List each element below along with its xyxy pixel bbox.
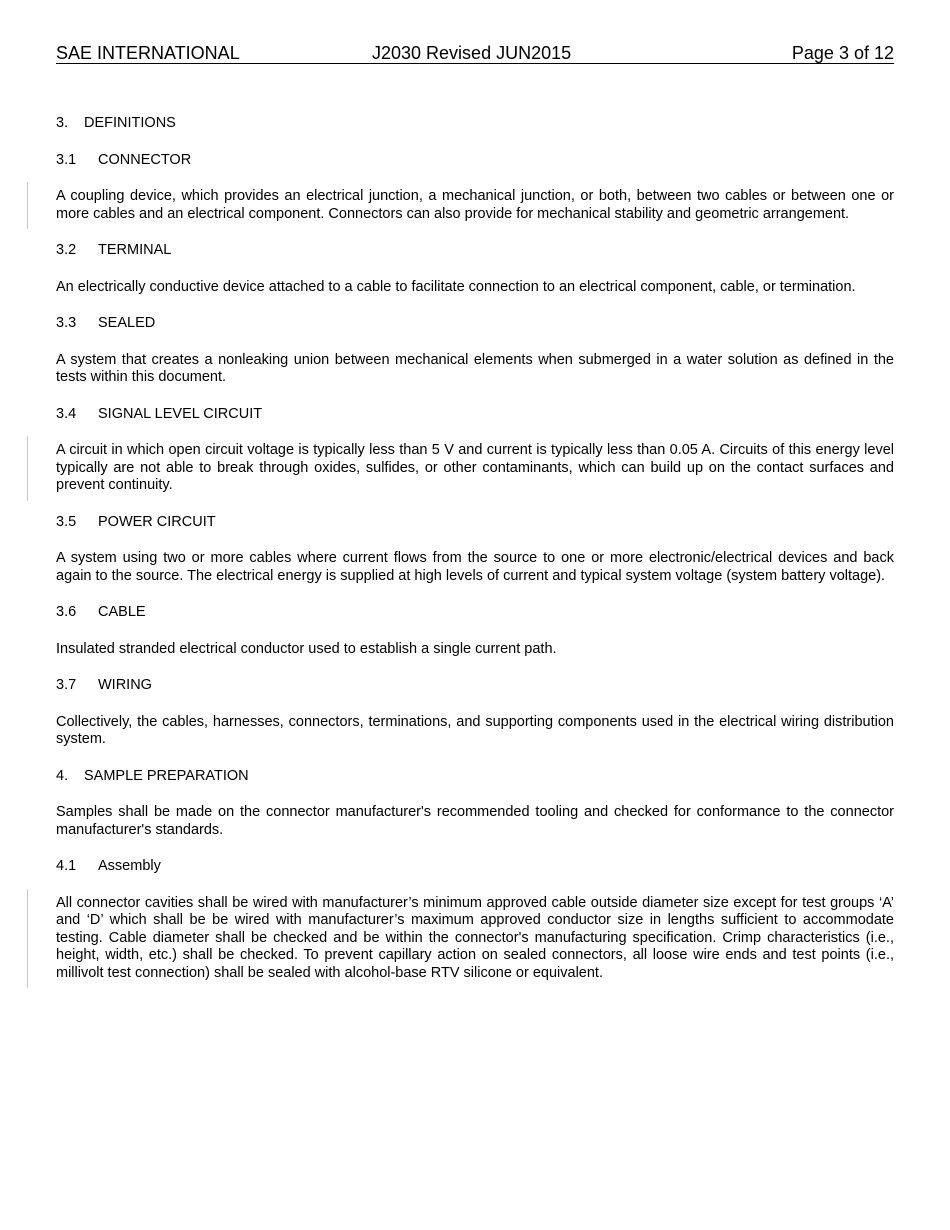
sample-preparation-text: Samples shall be made on the connector manufacturer's recommended tooling and checked for conformance to the connector manufacturer's standards. (56, 804, 894, 838)
section-heading-3-1 (56, 152, 894, 170)
section-title: SEALED (98, 315, 156, 331)
definition-sealed: A system that creates a nonleaking union between mechanical elements when submerged in a water solution as defined in the tests within this document. (56, 351, 894, 385)
section-number: 3. (56, 115, 69, 131)
section-number: 3.2 (56, 242, 77, 258)
section-heading-3 (56, 115, 894, 133)
section-number: 3.1 (56, 151, 77, 168)
section-number: 3.6 (56, 604, 77, 620)
section-number: 3.4 (56, 405, 77, 422)
header-document-id: J2030 Revised JUN2015 (372, 43, 572, 63)
section-number: 3.7 (56, 677, 77, 693)
section-title: POWER CIRCUIT (98, 513, 216, 530)
header-org: SAE INTERNATIONAL (56, 43, 240, 63)
section-title: SAMPLE PREPARATION (84, 767, 249, 784)
section-number: 3.3 (56, 315, 77, 331)
section-heading-3-7 (56, 677, 894, 695)
section-title: TERMINAL (98, 242, 172, 258)
section-number: 4.1 (56, 858, 77, 874)
definition-cable: Insulated stranded electrical conductor used to establish a single current path. (56, 640, 557, 657)
section-heading-4-1 (56, 858, 894, 876)
definition-signal-level-circuit: A circuit in which open circuit voltage is typically less than 5 V and current is typically less than 0.05 A. Circuits of this energy level typically are not able to break through oxides, sulfides, or other contaminants, which can build up on the contact surfaces and prevent continuity. (56, 442, 894, 493)
page-header (56, 43, 894, 64)
section-title: CONNECTOR (98, 151, 192, 168)
assembly-text: All connector cavities shall be wired with manufacturer’s minimum approved cable outside diameter size except for test groups ‘A’ and ‘D’ which shall be be wired with manufacturer’s maximum approved conductor size in lengths sufficient to accommodate testing. Cable diameter shall be checked and be within the connector's manufacturing specification. Crimp characteristics (i.e., height, width, etc.) shall be checked. To prevent capillary action on sealed connectors, all loose wire ends and test points (i.e., millivolt test connection) shall be sealed with alcohol-base RTV silicone or equivalent. (56, 894, 894, 981)
section-heading-3-5 (56, 514, 894, 532)
section-title: DEFINITIONS (84, 115, 176, 131)
section-number: 4. (56, 767, 69, 784)
section-heading-3-2 (56, 242, 894, 260)
definition-wiring: Collectively, the cables, harnesses, connectors, terminations, and supporting components used in the electrical wiring distribution system. (56, 713, 894, 747)
section-heading-4 (56, 768, 894, 786)
section-title: Assembly (98, 858, 161, 874)
section-title: SIGNAL LEVEL CIRCUIT (98, 405, 263, 422)
header-page-number: Page 3 of 12 (791, 43, 894, 63)
document-body (56, 115, 894, 1001)
section-title: WIRING (98, 677, 152, 693)
section-heading-3-4 (56, 406, 894, 424)
section-title: CABLE (98, 604, 146, 620)
section-heading-3-6 (56, 604, 894, 622)
definition-terminal: An electrically conductive device attached to a cable to facilitate connection to an electrical component, cable, or termination. (56, 278, 856, 295)
section-heading-3-3 (56, 315, 894, 333)
definition-power-circuit: A system using two or more cables where current flows from the source to one or more electronic/electrical devices and back again to the source. The electrical energy is supplied at high levels of current and typical system voltage (system battery voltage). (56, 550, 894, 584)
section-number: 3.5 (56, 513, 77, 530)
definition-connector: A coupling device, which provides an electrical junction, a mechanical junction, or both, between two cables or between one or more cables and an electrical component. Connectors can also provide for mechanical stability and geometric arrangement. (56, 188, 894, 222)
